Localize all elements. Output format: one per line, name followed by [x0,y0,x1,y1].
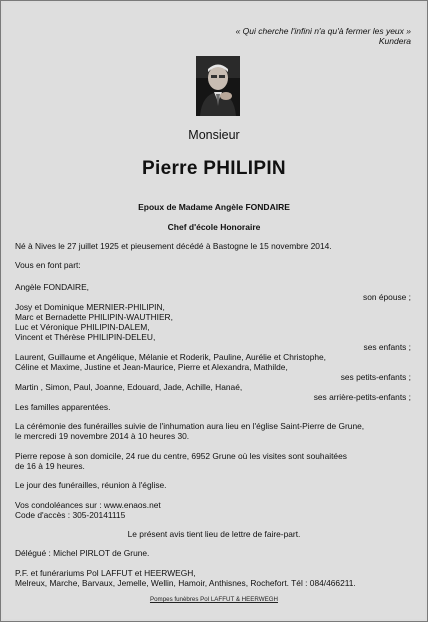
ceremony-line: le mercredi 19 novembre 2014 à 10 heures 30. [15,431,190,441]
undertaker-link[interactable]: Pompes funèbres Pol LAFFUT & HEERWEGH [149,596,279,603]
condolences-line: Vos condoléances sur : www.enaos.net [15,500,161,510]
spouse-line: Epoux de Madame Angèle FONDAIRE [138,202,290,212]
rest-line: de 16 à 19 heures. [15,461,85,471]
quote-author: Kundera [378,36,411,46]
access-code-line: Code d'accès : 305-20141115 [15,510,126,520]
rest-line: Pierre repose à son domicile, 24 rue du centre, 6952 Grune où les visites sont souhaitées [15,451,347,461]
intro-text: Vous en font part: [15,260,81,270]
notice-text: Le présent avis tient lieu de lettre de faire-part. [127,529,301,539]
grandchild-line: Laurent, Guillaume et Angélique, Mélanie et Roderik, Pauline, Aurélie et Christophe, [15,352,326,362]
great-grandchild-line: Martin , Simon, Paul, Joanne, Edouard, Jade, Achille, Hanaé, [15,382,243,392]
child-line: Luc et Véronique PHILIPIN-DALEM, [15,322,150,332]
wife-name: Angèle FONDAIRE, [15,282,90,292]
grandchild-line: Céline et Maxime, Justine et Jean-Maurice, Pierre et Alexandra, Mathilde, [15,362,288,372]
title-line: Chef d'école Honoraire [167,222,261,232]
delegate-text: Délégué : Michel PIRLOT de Grune. [15,548,150,558]
undertaker-line: Melreux, Marche, Barvaux, Jemelle, Wellin, Hamoir, Anthisnes, Rochefort. Tél : 084/466211. [15,578,356,588]
quote-text: « Qui cherche l'infini n'a qu'à fermer les yeux » [235,26,411,36]
grandchildren-role: ses petits-enfants ; [340,372,411,382]
deceased-name: Pierre PHILIPIN [142,158,286,179]
child-line: Marc et Bernadette PHILIPIN-WAUTHIER, [15,312,173,322]
birth-death-text: Né à Nives le 27 juillet 1925 et pieusement décédé à Bastogne le 15 novembre 2014. [15,241,332,251]
obituary-content [3,3,425,619]
civility: Monsieur [188,128,240,142]
funeral-day-text: Le jour des funérailles, réunion à l'église. [15,480,167,490]
great-grandchildren-role: ses arrière-petits-enfants ; [313,392,411,402]
families-text: Les familles apparentées. [15,402,111,412]
undertaker-line: P.F. et funérariums Pol LAFFUT et HEERWEGH, [15,568,196,578]
child-line: Vincent et Thérèse PHILIPIN-DELEU, [15,332,156,342]
child-line: Josy et Dominique MERNIER-PHILIPIN, [15,302,165,312]
ceremony-line: La cérémonie des funérailles suivie de l'inhumation aura lieu en l'église Saint-Pierre de Grune, [15,421,365,431]
epigraph-quote [236,26,411,46]
portrait-image [196,56,240,116]
wife-role: son épouse ; [363,292,411,302]
children-role: ses enfants ; [363,342,411,352]
portrait-photo [196,56,240,116]
